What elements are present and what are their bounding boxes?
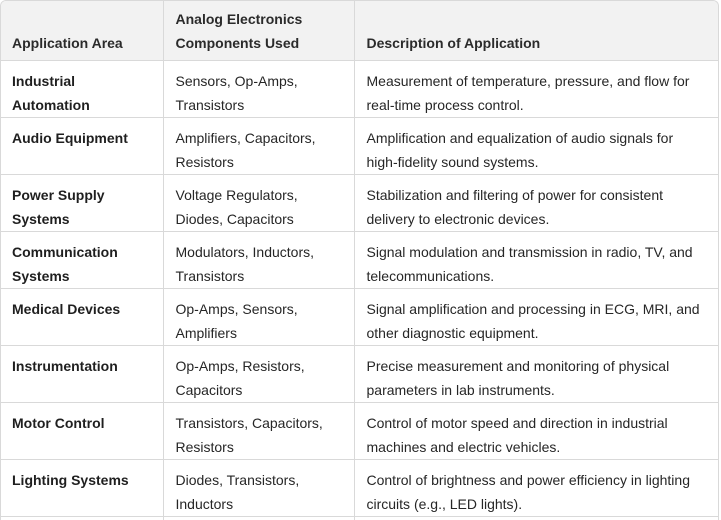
cell-description: Amplification and equalization of audio signals for high-fidelity sound systems. [354, 117, 719, 174]
cell-application-area: Instrumentation [1, 345, 163, 402]
table-row-partial [1, 516, 719, 520]
cell-description: Measurement of temperature, pressure, and flow for real-time process control. [354, 60, 719, 117]
cell-empty [163, 516, 354, 520]
cell-components: Op-Amps, Sensors, Amplifiers [163, 288, 354, 345]
header-description: Description of Application [354, 1, 719, 60]
cell-description: Stabilization and filtering of power for consistent delivery to electronic devices. [354, 174, 719, 231]
cell-components: Amplifiers, Capacitors, Resistors [163, 117, 354, 174]
applications-table [1, 1, 719, 520]
cell-application-area: Industrial Automation [1, 60, 163, 117]
cell-components: Diodes, Transistors, Inductors [163, 459, 354, 516]
cell-empty [1, 516, 163, 520]
cell-description: Control of brightness and power efficiency in lighting circuits (e.g., LED lights). [354, 459, 719, 516]
table-row [1, 402, 719, 459]
cell-application-area: Power Supply Systems [1, 174, 163, 231]
cell-description: Precise measurement and monitoring of physical parameters in lab instruments. [354, 345, 719, 402]
cell-description: Control of motor speed and direction in industrial machines and electric vehicles. [354, 402, 719, 459]
cell-application-area: Motor Control [1, 402, 163, 459]
header-application-area: Application Area [1, 1, 163, 60]
table-row [1, 345, 719, 402]
cell-empty [354, 516, 719, 520]
table-header [1, 1, 719, 60]
table-row [1, 231, 719, 288]
cell-application-area: Audio Equipment [1, 117, 163, 174]
cell-components: Op-Amps, Resistors, Capacitors [163, 345, 354, 402]
cell-components: Modulators, Inductors, Transistors [163, 231, 354, 288]
cell-components: Transistors, Capacitors, Resistors [163, 402, 354, 459]
cell-components: Sensors, Op-Amps, Transistors [163, 60, 354, 117]
cell-components: Voltage Regulators, Diodes, Capacitors [163, 174, 354, 231]
cell-application-area: Lighting Systems [1, 459, 163, 516]
header-row [1, 1, 719, 60]
table-row [1, 60, 719, 117]
table-row [1, 174, 719, 231]
header-components-used: Analog Electronics Components Used [163, 1, 354, 60]
cell-description: Signal amplification and processing in ECG, MRI, and other diagnostic equipment. [354, 288, 719, 345]
cell-application-area: Communication Systems [1, 231, 163, 288]
table-row [1, 117, 719, 174]
cell-application-area: Medical Devices [1, 288, 163, 345]
table-row [1, 459, 719, 516]
table-body [1, 60, 719, 520]
cell-description: Signal modulation and transmission in radio, TV, and telecommunications. [354, 231, 719, 288]
table-row [1, 288, 719, 345]
